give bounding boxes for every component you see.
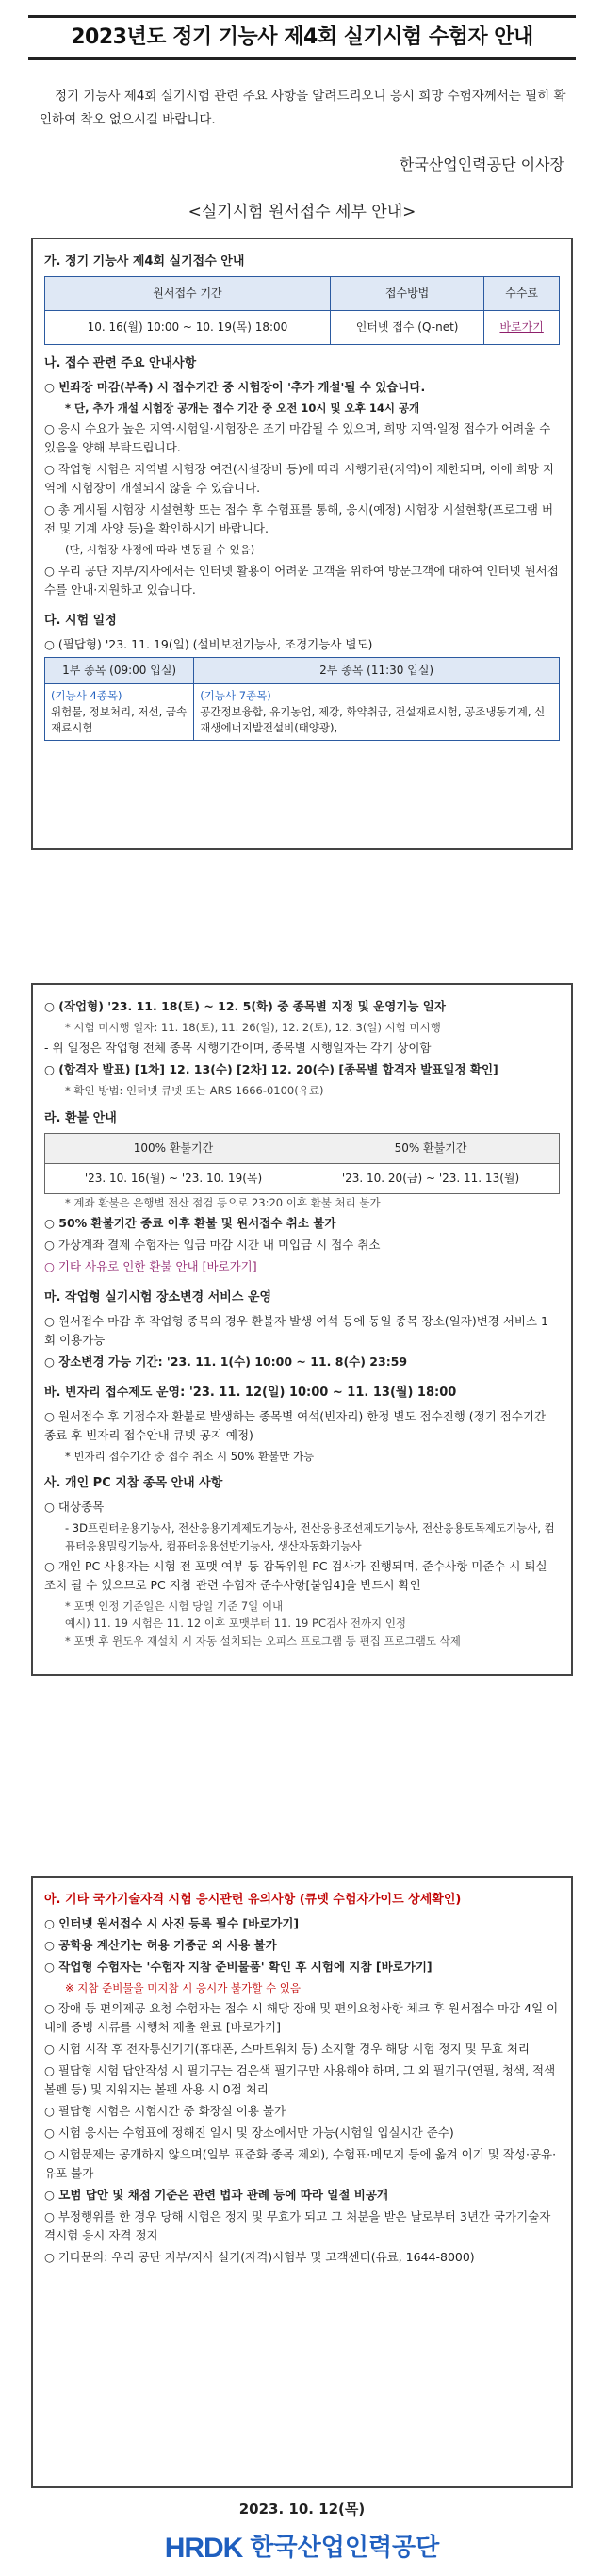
list-item: * 빈자리 접수기간 중 접수 취소 시 50% 환불만 가능 bbox=[65, 1449, 315, 1463]
table-header: 2부 종목 (11:30 입실) bbox=[194, 657, 560, 683]
heading-change: 마. 작업형 실기시험 장소변경 서비스 운영 bbox=[44, 1290, 272, 1305]
list-item: (단, 시험장 사정에 따라 변동될 수 있음) bbox=[65, 543, 255, 557]
heading-notes: 나. 접수 관련 주요 안내사항 bbox=[44, 356, 197, 371]
notice-date: 2023. 10. 12(목) bbox=[238, 2501, 366, 2518]
list-item: ○ 필답형 시험 답안작성 시 필기구는 검은색 필기구만 사용해야 하며, 그 외 필기구(연필, 청색, 적색 볼펜 등) 및 지워지는 볼펜 사용 시 0점 처리 bbox=[44, 2063, 556, 2097]
table-cell-title: (기능사 7종목) bbox=[200, 688, 271, 702]
list-item: ※ 지참 준비물을 미지참 시 응시가 불가할 수 있음 bbox=[65, 1980, 301, 1994]
organization-logo bbox=[0, 2526, 604, 2571]
table-cell: 공간정보융합, 유기농업, 제강, 화약취급, 건설재료시험, 공조냉동기계, 신재생에너지발전설비(태양광), bbox=[200, 704, 546, 735]
heading-precautions: 아. 기타 국가기술자격 시험 응시관련 유의사항 (큐넷 수험자가이드 상세확인) bbox=[44, 1893, 462, 1907]
refund-other-link[interactable]: ○ 기타 사유로 인한 환불 안내 [바로가기] bbox=[44, 1259, 257, 1274]
table-cell: 인터넷 접수 (Q-net) bbox=[330, 310, 483, 344]
list-item: - 3D프린터운용기능사, 전산응용기계제도기능사, 전산응용조선제도기능사, 전산응용토목제도기능사, 컴퓨터응용밀링기능사, 컴퓨터응용선반기능사, 생산자동화기능사 bbox=[65, 1521, 555, 1552]
list-item: - 위 일정은 작업형 전체 종목 시행기간이며, 종목별 시행일자는 각기 상이함 bbox=[44, 1041, 432, 1056]
list-item: ○ 원서접수 마감 후 작업형 종목의 경우 환불자 발생 여석 등에 동일 종목 장소(일자)변경 서비스 1회 이용가능 bbox=[44, 1314, 548, 1348]
list-item: ○ 장소변경 가능 기간: '23. 11. 1(수) 10:00 ~ 11. 8(수) 23:59 bbox=[44, 1354, 408, 1370]
heading-refund: 라. 환불 안내 bbox=[44, 1110, 117, 1125]
subtitle: <실기시험 원서접수 세부 안내> bbox=[188, 203, 416, 222]
intro-text: 정기 기능사 제4회 실기시험 관련 주요 사항을 알려드리오니 응시 희망 수험자께서는 필히 확인하여 착오 없으시길 바랍니다. bbox=[40, 89, 566, 127]
list-item: ○ 시험 시작 후 전자통신기기(휴대폰, 스마트워치 등) 소지할 경우 해당 시험 정지 및 무효 처리 bbox=[44, 2042, 530, 2057]
table-header: 접수방법 bbox=[330, 276, 483, 310]
table-header: 원서접수 기간 bbox=[45, 276, 331, 310]
list-item: ○ (합격자 발표) [1차] 12. 13(수) [2차] 12. 20(수) [종목별 합격자 발표일정 확인] bbox=[44, 1062, 498, 1077]
application-table bbox=[44, 276, 560, 345]
table-cell: '23. 10. 16(월) ~ '23. 10. 19(목) bbox=[45, 1163, 302, 1193]
hrdk-logo-mark: HRDK bbox=[164, 2533, 243, 2564]
written-date: ○ (필답형) '23. 11. 19(일) (설비보전기능사, 조경기능사 별도) bbox=[44, 636, 373, 651]
sender: 한국산업인력공단 이사장 bbox=[399, 156, 564, 173]
list-item: ○ 부정행위를 한 경우 당해 시험은 정지 및 무효가 되고 그 처분을 받은 날로부터 3년간 국가기술자격시험 응시 자격 정지 bbox=[44, 2209, 551, 2243]
refund-table bbox=[44, 1133, 560, 1194]
table-header: 1부 종목 (09:00 입실) bbox=[45, 657, 194, 683]
page-title: 2023년도 정기 기능사 제4회 실기시험 수험자 안내 bbox=[71, 25, 533, 50]
table-header: 50% 환불기간 bbox=[302, 1133, 560, 1163]
list-item: ○ 필답형 시험은 시험시간 중 화장실 이용 불가 bbox=[44, 2104, 286, 2119]
list-item: ○ 장애 등 편의제공 요청 수험자는 접수 시 해당 장애 및 편의요청사항 체크 후 원서접수 마감 4일 이내에 증빙 서류를 시행처 제출 완료 [바로가기] bbox=[44, 2001, 559, 2035]
list-item: * 포맷 후 윈도우 재설치 시 자동 설치되는 오피스 프로그램 등 편집 프로그램도 삭제 bbox=[65, 1633, 461, 1648]
table-cell: '23. 10. 20(금) ~ '23. 11. 13(월) bbox=[302, 1163, 560, 1193]
list-item: * 계좌 환불은 은행별 전산 점검 등으로 23:20 이후 환불 처리 불가 bbox=[65, 1195, 381, 1209]
list-item: ○ 시험 응시는 수험표에 정해진 일시 및 장소에서만 가능(시험일 입실시간 준수) bbox=[44, 2125, 454, 2141]
list-item: ○ 시험문제는 공개하지 않으며(일부 표준화 종목 제외), 수험표·메모지 등에 옮겨 이기 및 작성·공유·유포 불가 bbox=[44, 2147, 557, 2181]
table-cell: 10. 16(월) 10:00 ~ 10. 19(목) 18:00 bbox=[45, 310, 331, 344]
list-item: ○ 원서접수 후 기접수자 환불로 발생하는 종목별 여석(빈자리) 한정 별도 접수진행 (정기 접수기간 종료 후 빈자리 접수안내 큐넷 공지 예정) bbox=[44, 1408, 547, 1442]
list-item: * 포맷 인정 기준일은 시험 당일 기준 7일 이내 bbox=[65, 1599, 284, 1613]
list-item: ○ 대상종목 bbox=[44, 1500, 105, 1515]
table-header: 100% 환불기간 bbox=[45, 1133, 302, 1163]
table-cell-title: (기능사 4종목) bbox=[51, 688, 122, 702]
list-item: ○ 가상계좌 결제 수험자는 입금 마감 시간 내 미입금 시 접수 취소 bbox=[44, 1238, 381, 1253]
list-item: ○ 우리 공단 지부/지사에서는 인터넷 활용이 어려운 고객을 위하여 방문고객에 대하여 인터넷 원서접수를 안내·지원하고 있습니다. bbox=[44, 563, 559, 597]
fee-link[interactable]: 바로가기 bbox=[499, 320, 544, 334]
heading-application: 가. 정기 기능사 제4회 실기접수 안내 bbox=[44, 254, 245, 269]
list-item: ○ 작업형 시험은 지역별 시험장 여건(시설장비 등)에 따라 시행기관(지역)이 제한되며, 이에 희망 지역에 시험장이 개설되지 않을 수 있습니다. bbox=[44, 462, 554, 496]
heading-extra: 바. 빈자리 접수제도 운영: '23. 11. 12(일) 10:00 ~ 11. 13(월) 18:00 bbox=[44, 1386, 457, 1401]
section-schedule-refund bbox=[31, 983, 573, 1676]
list-item: * 확인 방법: 인터넷 큐넷 또는 ARS 1666-0100(유료) bbox=[65, 1084, 324, 1098]
list-item: * 시험 미시행 일자: 11. 18(토), 11. 26(일), 12. 2(토), 12. 3(일) 시험 미시행 bbox=[65, 1021, 441, 1034]
section-application bbox=[31, 238, 573, 850]
schedule-table bbox=[44, 657, 560, 742]
list-item: ○ 총 게시될 시험장 시설현황 또는 접수 후 수험표를 통해, 응시(예정) 시험장 시설현황(프로그램 버전 및 기계 사양 등)을 확인하시기 바랍니다. bbox=[44, 502, 554, 536]
table-cell: 위험물, 정보처리, 저선, 금속재료시험 bbox=[51, 704, 188, 735]
list-item: ○ 50% 환불기간 종료 이후 환불 및 원서접수 취소 불가 bbox=[44, 1216, 336, 1231]
list-item: * 단, 추가 개설 시험장 공개는 접수 기간 중 오전 10시 및 오후 14시 공개 bbox=[65, 401, 420, 415]
title-box bbox=[28, 15, 576, 60]
list-item: ○ 공학용 계산기는 허용 기종군 외 사용 불가 bbox=[44, 1937, 277, 1952]
table-header: 수수료 bbox=[484, 276, 560, 310]
list-item: ○ 빈좌장 마감(부족) 시 접수기간 중 시험장이 '추가 개설'될 수 있습니다. bbox=[44, 379, 426, 394]
heading-schedule: 다. 시험 일정 bbox=[44, 613, 117, 628]
list-item: ○ 모범 답안 및 채점 기준은 관련 법과 관례 등에 따라 일절 비공개 bbox=[44, 2188, 389, 2203]
section-precautions bbox=[31, 1876, 573, 2488]
list-item: ○ 인터넷 원서접수 시 사진 등록 필수 [바로가기] bbox=[44, 1915, 300, 1930]
list-item: 예시) 11. 19 시험은 11. 12 이후 포맷부터 11. 19 PC검사 전까지 인정 bbox=[65, 1616, 407, 1631]
list-item: ○ 기타문의: 우리 공단 지부/지사 실기(자격)시험부 및 고객센터(유료, 1644-8000) bbox=[44, 2250, 475, 2265]
list-item: ○ 응시 수요가 높은 지역·시험일·시험장은 조기 마감될 수 있으며, 희망 지역·일정 접수가 어려울 수 있음을 양해 부탁드립니다. bbox=[44, 421, 551, 455]
list-item: ○ 개인 PC 사용자는 시험 전 포맷 여부 등 감독위원 PC 검사가 진행되며, 준수사항 미준수 시 퇴실 조치 될 수 있으므로 PC 지참 관련 수험자 준수사항[붙임4]을 반드시 확인 bbox=[44, 1558, 547, 1592]
organization-name: 한국산업인력공단 bbox=[250, 2534, 440, 2563]
list-item: ○ (작업형) '23. 11. 18(토) ~ 12. 5(화) 중 종목별 지정 및 운영기능 일자 bbox=[44, 999, 446, 1013]
list-item: ○ 작업형 수험자는 '수험자 지참 준비물품' 확인 후 시험에 지참 [바로가기] bbox=[44, 1959, 433, 1974]
heading-pc: 사. 개인 PC 지참 종목 안내 사항 bbox=[44, 1476, 223, 1491]
